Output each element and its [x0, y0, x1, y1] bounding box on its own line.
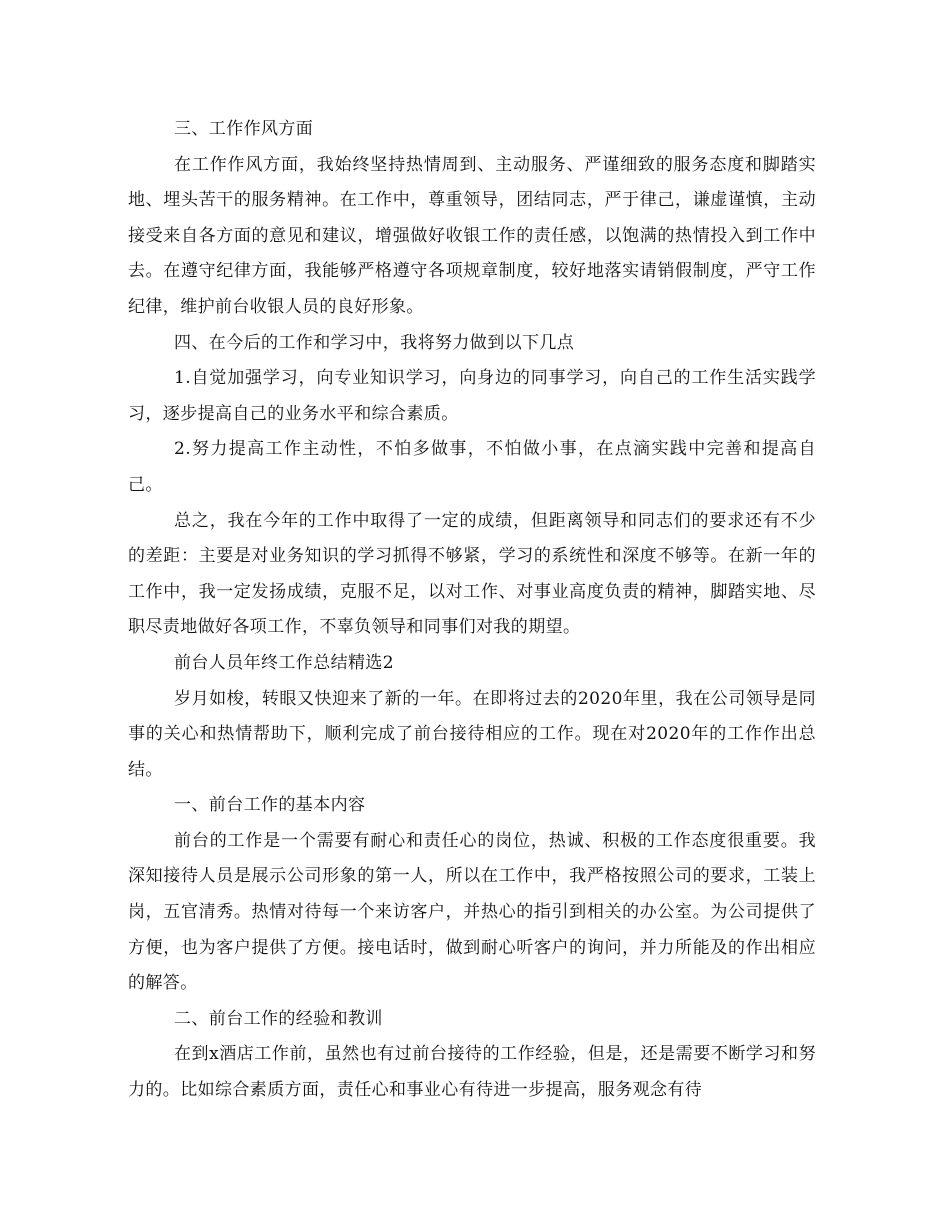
- paragraph-conclusion: 总之，我在今年的工作中取得了一定的成绩，但距离领导和同志们的要求还有不少的差距：主要是对业务知识的学习抓得不够紧，学习的系统性和深度不够等。在新一年的工作中，我一定发扬成绩，克服不足，以对工作、对事业高度负责的精神，脚踏实地、尽职尽责地做好各项工作，不辜负领导和同事们对我的期望。: [128, 510, 816, 638]
- section-heading-basic-content: 一、前台工作的基本内容: [174, 795, 366, 816]
- paragraph-basic-content: 前台的工作是一个需要有耐心和责任心的岗位，热诚、积极的工作态度很重要。我深知接待人员是展示公司形象的第一人，所以在工作中，我严格按照公司的要求，工装上岗，五官清秀。热情对待每一个来访客户，并热心的指引到相关的办公室。为公司提供了方便，也为客户提供了方便。接电话时，做到耐心听客户的询问，并力所能及的作出相应的解答。: [128, 830, 816, 994]
- paragraph-lessons: 在到x酒店工作前，虽然也有过前台接待的工作经验，但是，还是需要不断学习和努力的。比如综合素质方面，责任心和事业心有待进一步提高，服务观念有待: [128, 1044, 816, 1101]
- list-item-2: 2.努力提高工作主动性，不怕多做事，不怕做小事，在点滴实践中完善和提高自己。: [128, 439, 816, 495]
- section-heading-lessons: 二、前台工作的经验和教训: [174, 1008, 383, 1029]
- document-body: [128, 112, 816, 1109]
- paragraph-work-style: 在工作作风方面，我始终坚持热情周到、主动服务、严谨细致的服务态度和脚踏实地、埋头苦干的服务精神。在工作中，尊重领导，团结同志，严于律己，谦虚谨慎，主动接受来自各方面的意见和建议，增强做好收银工作的责任感，以饱满的热情投入到工作中去。在遵守纪律方面，我能够严格遵守各项规章制度，较好地落实请销假制度，严守工作纪律，维护前台收银人员的良好形象。: [128, 154, 816, 317]
- section-heading-future-plans: 四、在今后的工作和学习中，我将努力做到以下几点: [174, 332, 575, 353]
- list-item-1: 1.自觉加强学习，向专业知识学习，向身边的同事学习，向自己的工作生活实践学习，逐步提高自己的业务水平和综合素质。: [128, 368, 816, 424]
- article-title-2: 前台人员年终工作总结精选2: [174, 652, 395, 673]
- paragraph-intro: 岁月如梭，转眼又快迎来了新的一年。在即将过去的2020年里，我在公司领导是同事的关心和热情帮助下，顺利完成了前台接待相应的工作。现在对2020年的工作作出总结。: [128, 688, 816, 780]
- section-heading-work-style: 三、工作作风方面: [174, 119, 314, 139]
